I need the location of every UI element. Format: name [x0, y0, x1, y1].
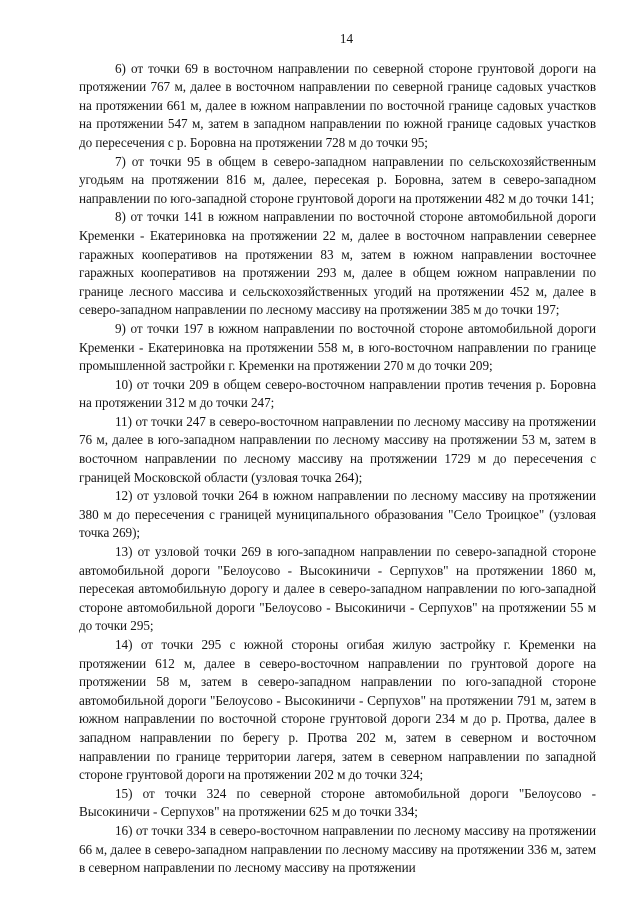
paragraph-8: 8) от точки 141 в южном направлении по восточной стороне автомобильной дороги Кременки - Екатериновка на протяжении 22 м, далее в восточном направлении севернее гаражных кооперативов на протяжении 83 м, затем в южном направлении восточнее гаражных кооперативов на протяжении 293 м, далее в общем южном направлении по границе лесного массива и сельскохозяйственных угодий на протяжении 452 м, далее в северо-западном направлении по лесному массиву на протяжении 385 м до точки 197; — [79, 209, 596, 318]
paragraph-12: 12) от узловой точки 264 в южном направлении по лесному массиву на протяжении 380 м до пересечения с границей муниципального образования "Село Троицкое" (узловая точка 269); — [79, 488, 596, 541]
page-number: 14 — [339, 31, 354, 46]
paragraph-10: 10) от точки 209 в общем северо-восточном направлении против течения р. Боровна на протяжении 312 м до точки 247; — [79, 376, 596, 411]
paragraph-6: 6) от точки 69 в восточном направлении по северной стороне грунтовой дороги на протяжении 767 м, далее в восточном направлении по северной границе садовых участков на протяжении 661 м, далее в южном направлении по восточной границе садовых участков на протяжении 547 м, затем в западном направлении по южной границе садовых участков до пересечения с р. Боровна на протяжении 728 м до точки 95; — [79, 60, 596, 150]
paragraph-14: 14) от точки 295 с южной стороны огибая жилую застройку г. Кременки на протяжении 612 м, далее в северо-восточном направлении по грунтовой дороге на протяжении 58 м, затем в северо-западном направлении по юго-западной стороне автомобильной дороги "Белоусово - Высокиничи - Серпухов" на протяжении 791 м, затем в южном направлении по восточной стороне грунтовой дороги 234 м до р. Протва, далее в западном направлении по берегу р. Протва 202 м, затем в северном и восточном направлении по границе территории лагеря, затем в северном направлении по западной стороне грунтовой дороги на протяжении 202 м до точки 324; — [79, 637, 596, 783]
paragraph-7: 7) от точки 95 в общем в северо-западном направлении по сельскохозяйственным угодьям на протяжении 816 м, далее, пересекая р. Боровна, затем в северо-западном направлении по юго-западной стороне грунтовой дороги на протяжении 482 м до точки 141; — [79, 153, 596, 206]
paragraph-16: 16) от точки 334 в северо-восточном направлении по лесному массиву на протяжении 66 м, далее в северо-западном направлении по лесному массиву на протяжении 336 м, затем в северном направлении по лесному массиву на протяжении — [79, 822, 596, 876]
paragraph-9: 9) от точки 197 в южном направлении по восточной стороне автомобильной дороги Кременки - Екатериновка на протяжении 558 м, в юго-восточном направлении по границе промышленной застройки г. Кременки на протяжении 270 м до точки 209; — [79, 320, 596, 374]
paragraph-13: 13) от узловой точки 269 в юго-западном направлении по северо-западной стороне автомобильной дороги "Белоусово - Высокиничи - Серпухов" на протяжении 1860 м, пересекая автомобильную дорогу и далее в северо-западном направлении по юго-западной стороне автомобильной дороги "Белоусово - Высокиничи - Серпухов" на протяжении 55 м до точки 295; — [79, 544, 596, 634]
paragraph-11: 11) от точки 247 в северо-восточном направлении по лесному массиву на протяжении 76 м, далее в юго-западном направлении по лесному массиву на протяжении 53 м, затем в восточном направлении по лесному массиву на протяжении 1729 м до пересечения с границей Московской области (узловая точка 264); — [79, 413, 596, 485]
paragraph-15: 15) от точки 324 по северной стороне автомобильной дороги "Белоусово - Высокиничи - Серпухов" на протяжении 625 м до точки 334; — [79, 785, 596, 820]
